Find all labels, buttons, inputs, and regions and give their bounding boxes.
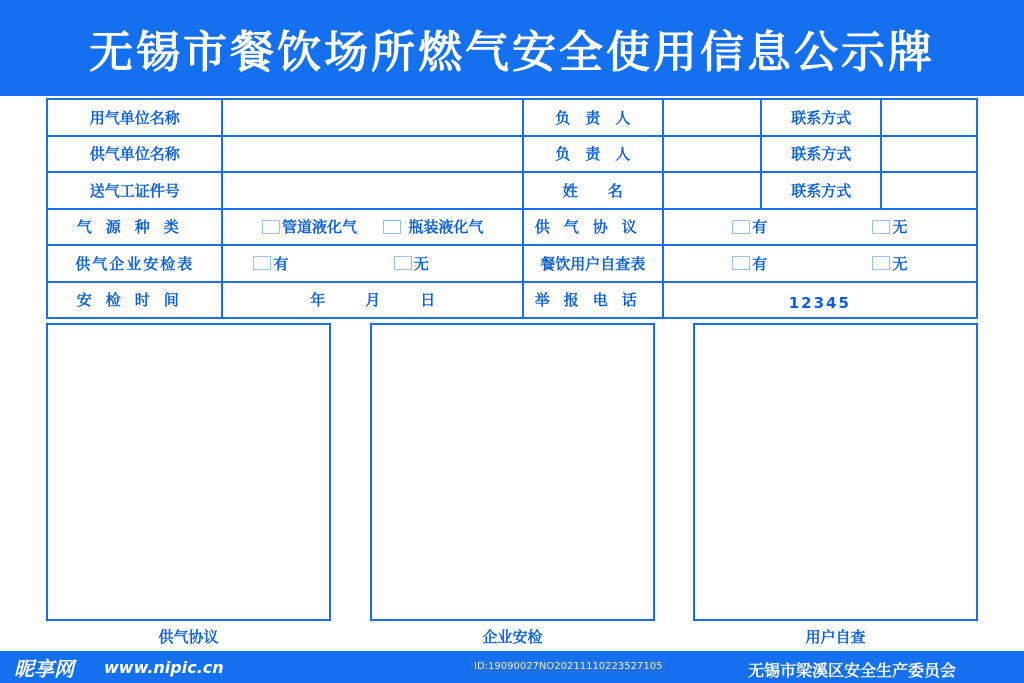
option-pipeline[interactable]: [262, 216, 357, 237]
option-no[interactable]: [872, 216, 907, 237]
panel-caption: 企业安检: [482, 628, 543, 646]
value-inspection-date[interactable]: [222, 282, 523, 319]
option-bottled[interactable]: [383, 216, 483, 237]
label-name: 姓 名: [523, 172, 663, 209]
value-gas-user[interactable]: [222, 99, 523, 136]
month-label: 月: [365, 291, 381, 310]
label-contact: 联系方式: [761, 172, 881, 209]
label-contact: 联系方式: [761, 99, 881, 136]
value-report-phone: 12345: [663, 282, 977, 319]
option-label: 有: [752, 218, 768, 236]
panel-caption: 用户自查: [805, 628, 866, 646]
option-label: 无: [892, 218, 908, 236]
label-supply-agreement: 供气协议: [523, 209, 663, 246]
panel-caption: 供气协议: [158, 628, 219, 646]
year-label: 年: [310, 291, 326, 310]
value-contact[interactable]: [881, 136, 977, 173]
panel-user-self-check: [693, 323, 978, 621]
table-row: [47, 245, 977, 282]
checkbox[interactable]: [253, 256, 271, 270]
value-courier-id[interactable]: [222, 172, 523, 209]
watermark-id: ID:19090027NO20211110223527105: [470, 660, 666, 673]
option-no[interactable]: [394, 253, 429, 274]
option-yes[interactable]: [253, 253, 288, 274]
header: [0, 0, 1024, 96]
supply-agreement-options: [663, 209, 977, 246]
option-yes[interactable]: [732, 216, 767, 237]
value-contact[interactable]: [881, 172, 977, 209]
table-row: [47, 99, 977, 136]
value-person[interactable]: [663, 99, 762, 136]
value-name[interactable]: [663, 172, 762, 209]
checkbox[interactable]: [394, 256, 412, 270]
option-label: 有: [273, 254, 289, 273]
option-label: 管道液化气: [282, 218, 358, 236]
value-gas-supplier[interactable]: [222, 136, 523, 173]
option-label: 有: [752, 254, 768, 273]
option-yes[interactable]: [732, 253, 767, 274]
table-row: [47, 136, 977, 173]
value-person[interactable]: [663, 136, 762, 173]
value-contact[interactable]: [881, 99, 977, 136]
label-gas-user: 用气单位名称: [47, 99, 222, 136]
logo: 昵享网: [14, 657, 74, 681]
table-row: [47, 209, 977, 246]
gas-source-options: [222, 209, 523, 246]
checkbox[interactable]: [262, 220, 280, 234]
label-person: 负 责 人: [523, 99, 663, 136]
label-inspection-time: 安检时间: [47, 282, 222, 319]
option-label: 无: [413, 254, 429, 273]
label-contact: 联系方式: [761, 136, 881, 173]
label-report-phone: 举报电话: [523, 282, 663, 319]
page-title: 无锡市餐饮场所燃气安全使用信息公示牌: [89, 27, 935, 78]
label-inspection-form: 供气企业安检表: [47, 245, 222, 282]
footer: [0, 651, 1024, 683]
checkbox[interactable]: [872, 256, 890, 270]
checkbox[interactable]: [732, 256, 750, 270]
option-label: 瓶装液化气: [408, 218, 484, 236]
option-label: 无: [892, 254, 908, 273]
label-gas-supplier: 供气单位名称: [47, 136, 222, 173]
option-no[interactable]: [872, 253, 907, 274]
site-link[interactable]: www.nipic.cn: [104, 658, 224, 677]
organization: 无锡市梁溪区安全生产委员会: [748, 661, 957, 680]
label-person: 负 责 人: [523, 136, 663, 173]
inspection-form-options: [222, 245, 523, 282]
day-label: 日: [420, 291, 436, 310]
label-courier-id: 送气工证件号: [47, 172, 222, 209]
checkbox[interactable]: [732, 220, 750, 234]
checkbox[interactable]: [872, 220, 890, 234]
table-row: [47, 282, 977, 319]
panel-enterprise-inspection: [370, 323, 655, 621]
checkbox[interactable]: [383, 220, 401, 234]
info-table: [46, 98, 978, 319]
label-self-check-form: 餐饮用户自查表: [523, 245, 663, 282]
table-row: [47, 172, 977, 209]
panel-supply-agreement: [46, 323, 331, 621]
self-check-options: [663, 245, 977, 282]
label-gas-source: 气源种类: [47, 209, 222, 246]
